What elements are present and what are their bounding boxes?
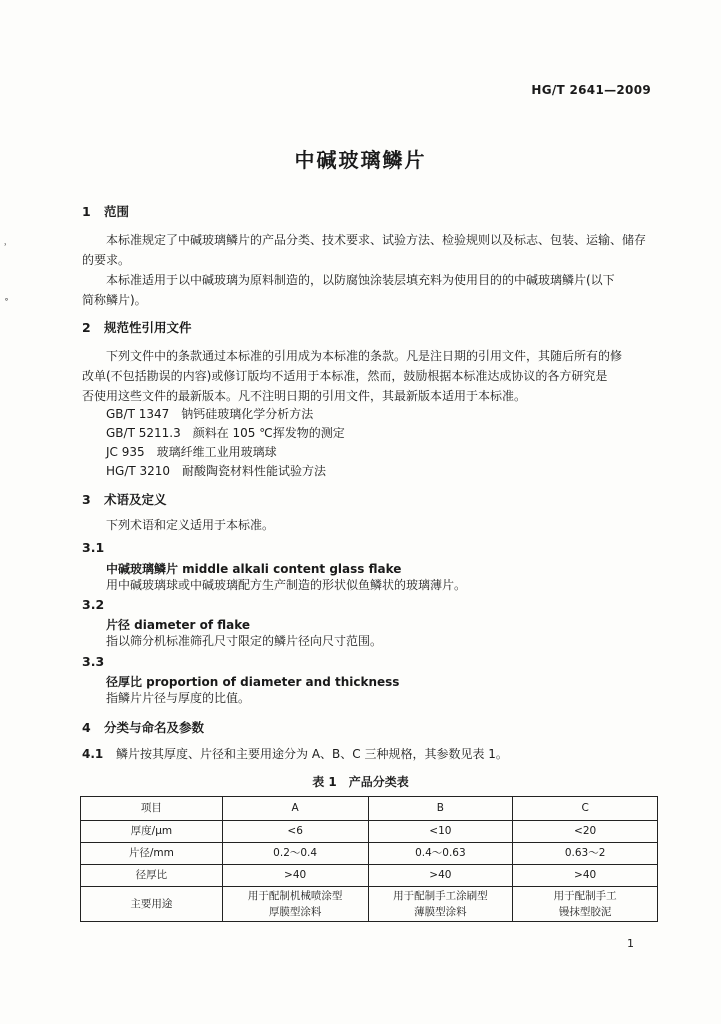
usage-c-line-1: 用于配制手工 bbox=[553, 890, 617, 902]
table-cell: >40 bbox=[368, 865, 513, 887]
section-1-para-2a: 本标准适用于以中碱玻璃为原料制造的，以防腐蚀涂装层填充料为使用目的的中碱玻璃鳞片(以下 bbox=[106, 273, 615, 287]
table-header-cell: A bbox=[222, 797, 368, 821]
reference-item: HG/T 3210 耐酸陶瓷材料性能试验方法 bbox=[106, 464, 327, 478]
table-header-cell: 项目 bbox=[81, 797, 223, 821]
section-3-heading: 3 术语及定义 bbox=[82, 492, 167, 507]
reference-item: JC 935 玻璃纤维工业用玻璃球 bbox=[106, 445, 277, 459]
table-caption: 表 1 产品分类表 bbox=[312, 775, 409, 789]
margin-mark: ˳ bbox=[4, 290, 9, 301]
term-3-2-title: 片径 diameter of flake bbox=[106, 618, 251, 632]
table-cell: 主要用途 bbox=[81, 887, 223, 922]
product-classification-table bbox=[80, 796, 658, 922]
table-cell: 0.4～0.63 bbox=[368, 843, 513, 865]
section-2-para-a: 下列文件中的条款通过本标准的引用成为本标准的条款。凡是注日期的引用文件，其随后所有的修 bbox=[106, 349, 623, 363]
section-1-para-1b: 的要求。 bbox=[82, 253, 131, 267]
standard-number: HG/T 2641—2009 bbox=[531, 83, 651, 97]
term-3-3-title: 径厚比 proportion of diameter and thickness bbox=[106, 675, 400, 689]
term-3-3-definition: 指鳞片片径与厚度的比值。 bbox=[106, 691, 251, 705]
clause-4-1-text: 鳞片按其厚度、片径和主要用途分为 A、B、C 三种规格，其参数见表 1。 bbox=[116, 747, 508, 761]
term-3-1-definition: 用中碱玻璃球或中碱玻璃配方生产制造的形状似鱼鳞状的玻璃薄片。 bbox=[106, 578, 467, 592]
section-1-heading: 1 范围 bbox=[82, 204, 130, 219]
document-title: 中碱玻璃鳞片 bbox=[294, 148, 427, 172]
table-cell-usage-a bbox=[222, 887, 368, 922]
table-row-usage bbox=[81, 887, 658, 922]
usage-b-line-2: 薄膜型涂料 bbox=[414, 906, 467, 918]
reference-item: GB/T 1347 钠钙硅玻璃化学分析方法 bbox=[106, 407, 314, 421]
section-2-para-c: 否使用这些文件的最新版本。凡不注明日期的引用文件，其最新版本适用于本标准。 bbox=[82, 389, 527, 403]
term-3-1-title: 中碱玻璃鳞片 middle alkali content glass flake bbox=[106, 562, 402, 576]
table-cell: >40 bbox=[513, 865, 658, 887]
table-cell: <20 bbox=[513, 821, 658, 843]
usage-c-line-2: 镘抹型胶泥 bbox=[558, 906, 612, 918]
table-row bbox=[81, 843, 658, 865]
table-cell: 0.63～2 bbox=[513, 843, 658, 865]
term-3-1-number: 3.1 bbox=[82, 540, 105, 555]
clause-4-1-number: 4.1 bbox=[82, 747, 104, 761]
usage-a-line-1: 用于配制机械喷涂型 bbox=[247, 890, 343, 902]
section-2-para-b: 改单(不包括勘误的内容)或修订版均不适用于本标准，然而，鼓励根据本标准达成协议的各方研究是 bbox=[82, 369, 608, 383]
table-cell: 径厚比 bbox=[81, 865, 223, 887]
usage-b-line-1: 用于配制手工涂刷型 bbox=[393, 890, 488, 902]
section-2-heading: 2 规范性引用文件 bbox=[82, 320, 192, 335]
table-cell: >40 bbox=[222, 865, 368, 887]
usage-a-line-2: 厚膜型涂料 bbox=[268, 906, 322, 918]
table-row bbox=[81, 821, 658, 843]
table-header-cell: C bbox=[513, 797, 658, 821]
table-cell-usage-c bbox=[513, 887, 658, 922]
margin-mark: ˒ bbox=[4, 240, 8, 251]
table-cell: <10 bbox=[368, 821, 513, 843]
table-header-cell: B bbox=[368, 797, 513, 821]
term-3-2-definition: 指以筛分机标准筛孔尺寸限定的鳞片径向尺寸范围。 bbox=[106, 634, 383, 648]
table-cell: 片径/mm bbox=[81, 843, 223, 865]
clause-4-1 bbox=[82, 744, 508, 764]
section-4-heading: 4 分类与命名及参数 bbox=[82, 720, 205, 735]
table-header-row bbox=[81, 797, 658, 821]
table-row bbox=[81, 865, 658, 887]
section-3-intro: 下列术语和定义适用于本标准。 bbox=[106, 518, 275, 532]
table-cell: 厚度/μm bbox=[81, 821, 223, 843]
table-cell: <6 bbox=[222, 821, 368, 843]
table-cell: 0.2～0.4 bbox=[222, 843, 368, 865]
section-1-para-2b: 简称鳞片)。 bbox=[82, 293, 147, 307]
table-cell-usage-b bbox=[368, 887, 513, 922]
term-3-2-number: 3.2 bbox=[82, 597, 105, 612]
term-3-3-number: 3.3 bbox=[82, 654, 105, 669]
page-number: 1 bbox=[627, 937, 634, 950]
reference-item: GB/T 5211.3 颜料在 105 ℃挥发物的测定 bbox=[106, 426, 345, 440]
section-1-para-1a: 本标准规定了中碱玻璃鳞片的产品分类、技术要求、试验方法、检验规则以及标志、包装、运输、储存 bbox=[106, 233, 647, 247]
